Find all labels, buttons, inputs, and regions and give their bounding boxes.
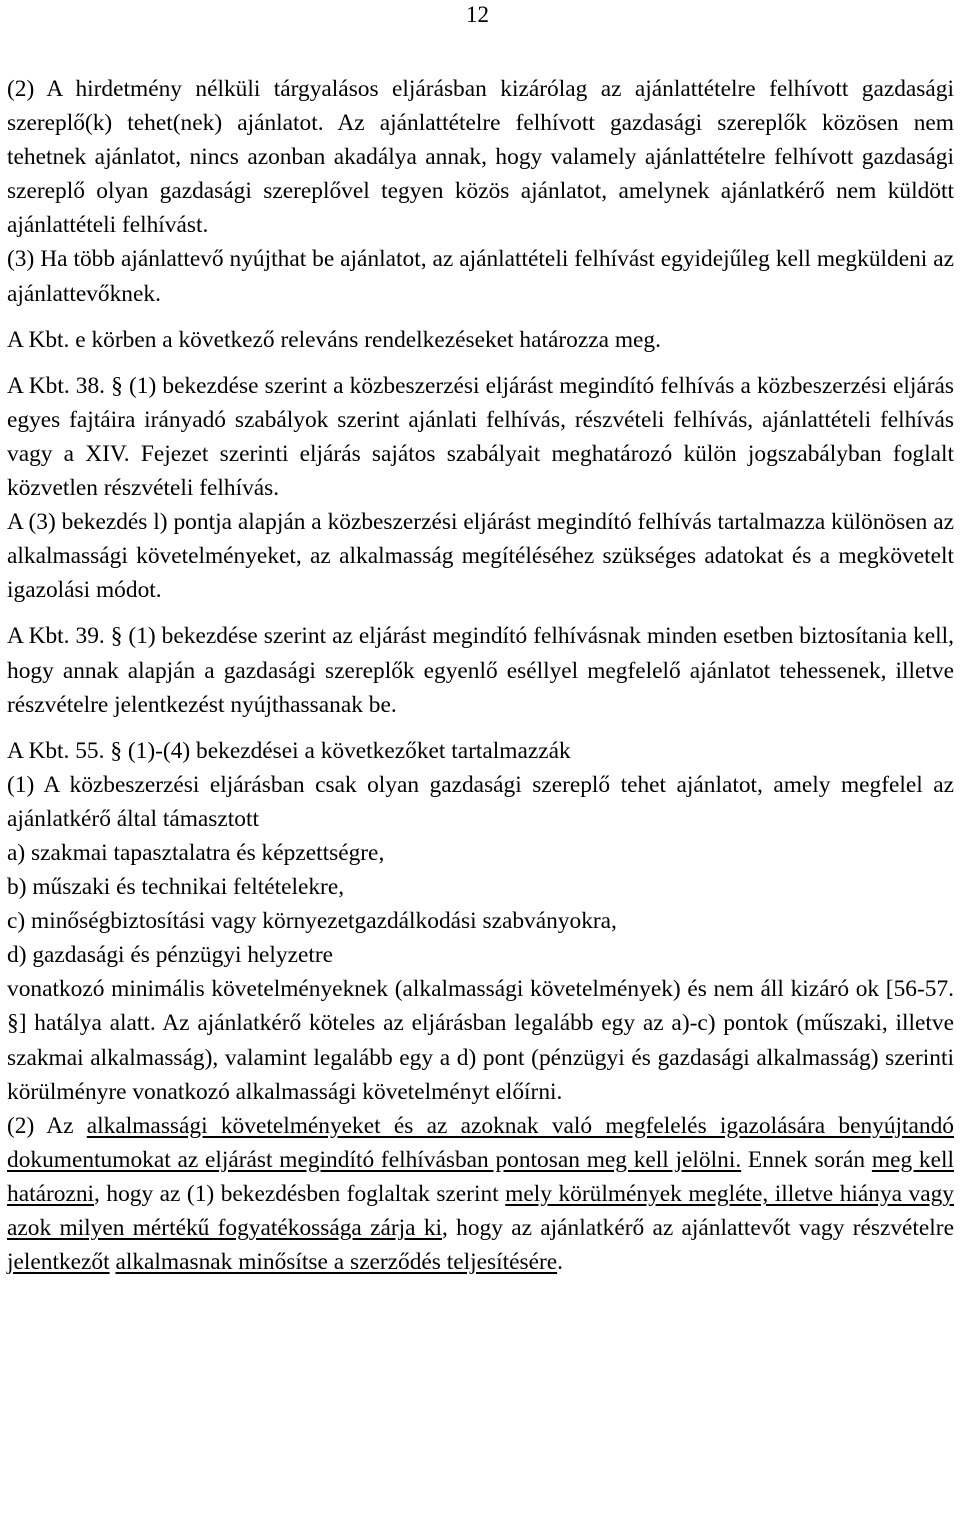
paragraph-kbt-55-1: (1) A közbeszerzési eljárásban csak olyan gazdasági szereplő tehet ajánlatot, amely megfelel az ajánlatkérő által támasztott bbox=[7, 771, 954, 832]
list-item-b: b) műszaki és technikai feltételekre, bbox=[7, 874, 345, 901]
page-number: 12 bbox=[466, 2, 489, 27]
text-segment: , hogy az (1) bekezdésben foglaltak szerint bbox=[94, 1180, 506, 1207]
paragraph-invitation-simultaneous: (3) Ha több ajánlattevő nyújthat be ajánlatot, az ajánlattételi felhívást egyidejűleg kell megküldeni az ajánlattevőknek. bbox=[7, 246, 954, 307]
paragraph-kbt-55-2 bbox=[7, 1109, 954, 1279]
underlined-segment: jelentkezőt bbox=[7, 1249, 110, 1276]
underlined-segment: meg kell határozni bbox=[7, 1146, 954, 1207]
document-body bbox=[7, 72, 954, 1279]
text-segment: . bbox=[557, 1249, 563, 1276]
paragraph-kbt-38: A Kbt. 38. § (1) bekezdése szerint a közbeszerzési eljárást megindító felhívás a közbeszerzési eljárás egyes fajtáira irányadó szabályok szerint ajánlati felhívás, részvételi felhívás, ajánlattételi felhívás vagy a XIV. Fejezet szerinti eljárás sajátos szabályait meghatározó külön jogszabályban foglalt közvetlen részvételi felhívás. bbox=[7, 372, 954, 502]
paragraph-kbt-39: A Kbt. 39. § (1) bekezdése szerint az eljárást megindító felhívásnak minden esetben biztosítania kell, hogy annak alapján a gazdasági szereplők egyenlő eséllyel megfelelő ajánlatot tehessenek, illetve részvételre jelentkezést nyújthassanak be. bbox=[7, 623, 954, 718]
list-item-c: c) minőségbiztosítási vagy környezetgazdálkodási szabványokra, bbox=[7, 908, 617, 935]
underlined-segment: alkalmasnak minősítse a szerződés teljesítésére bbox=[115, 1249, 558, 1276]
text-segment: , hogy az ajánlatkérő az ajánlattevőt vagy részvételre bbox=[442, 1215, 954, 1241]
text-segment: Ennek során bbox=[741, 1146, 872, 1173]
paragraph-negotiated-procedure: (2) A hirdetmény nélküli tárgyalásos eljárásban kizárólag az ajánlattételre felhívott gazdasági szereplő(k) tehet(nek) ajánlatot. Az ajánlattételre felhívott gazdasági szereplők közösen nem tehetnek ajánlatot, nincs azonban akadálya annak, hogy valamely ajánlattételre felhívott gazdasági szereplő olyan gazdasági szereplővel tegyen közös ajánlatot, amelynek ajánlatkérő nem küldött ajánlattételi felhívást. bbox=[7, 76, 954, 239]
paragraph-kbt-38-3: A (3) bekezdés l) pontja alapján a közbeszerzési eljárást megindító felhívás tartalmazza különösen az alkalmassági követelményeket, az alkalmasság megítéléséhez szükséges adatokat és a megkövetelt igazolási módot. bbox=[7, 509, 954, 604]
paragraph-kbt-intro: A Kbt. e körben a következő releváns rendelkezéseket határozza meg. bbox=[7, 326, 661, 353]
underlined-segment: alkalmassági követelményeket és az azoknak való megfelelés igazolására benyújtandó dokumentumokat az eljárást megindító felhívásban pontosan meg kell jelölni. bbox=[7, 1112, 955, 1173]
text-segment: (2) Az bbox=[7, 1112, 87, 1139]
paragraph-minimum-requirements: vonatkozó minimális követelményeknek (alkalmassági követelmények) és nem áll kizáró ok [56-57. §] hatálya alatt. Az ajánlatkérő köteles az eljárásban legalább egy az a)-c) pontok (műszaki, illetve szakmai alkalmasság), valamint legalább egy a d) pont (pénzügyi és gazdasági alkalmasság) szerinti körülményre vonatkozó alkalmassági követelményt előírni. bbox=[7, 976, 954, 1105]
list-item-a: a) szakmai tapasztalatra és képzettségre, bbox=[7, 839, 385, 866]
list-item-d: d) gazdasági és pénzügyi helyzetre bbox=[7, 942, 334, 969]
paragraph-kbt-55-intro: A Kbt. 55. § (1)-(4) bekezdései a következőket tartalmazzák bbox=[7, 737, 571, 764]
underlined-segment: mely körülmények megléte, illetve hiánya vagy azok milyen mértékű fogyatékossága zárja ki bbox=[7, 1180, 955, 1241]
